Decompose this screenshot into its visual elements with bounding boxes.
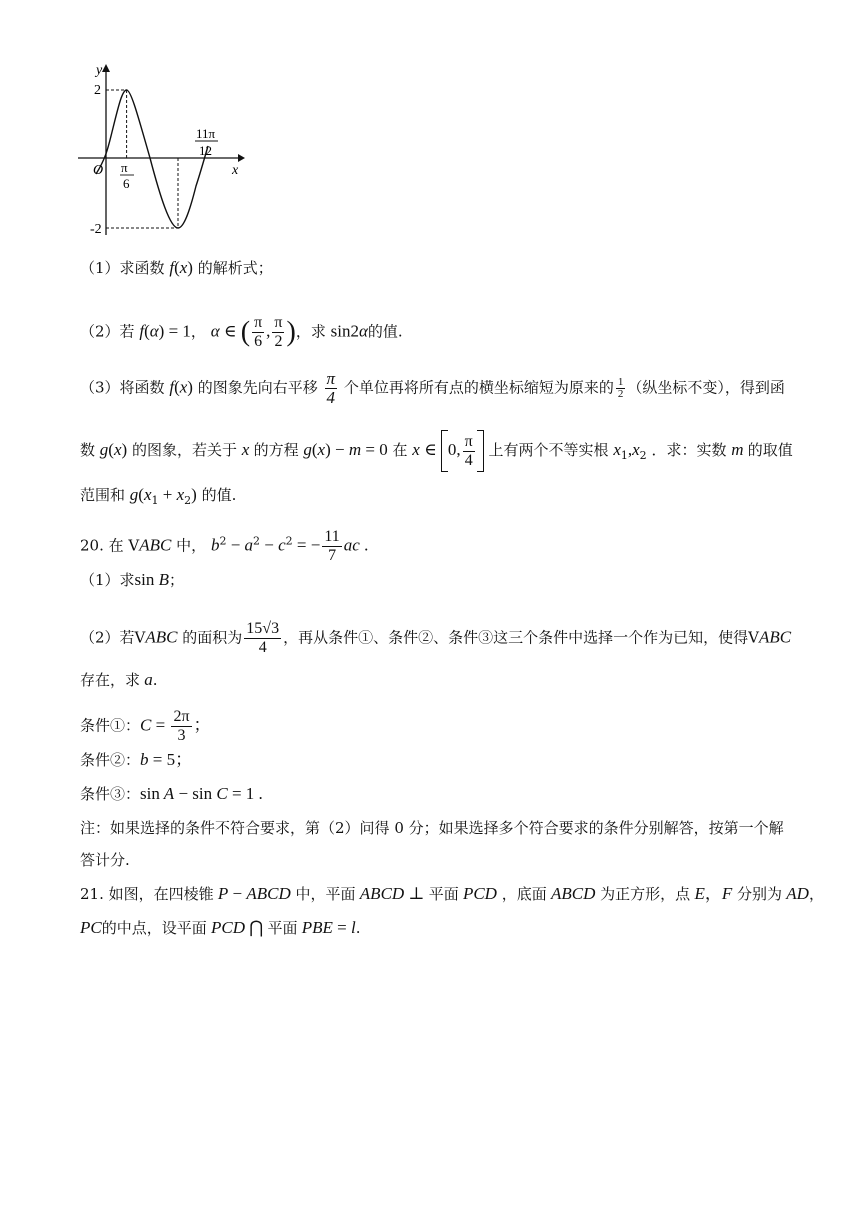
q20-condition3: 条件③：sin A − sin C = 1 . xyxy=(80,784,263,803)
x-11pi-num: 11π xyxy=(196,126,216,141)
q19-part2: （2）若 f(α) = 1， α ∈ ( $\frac{\pi}{6}$ , $\frac{\pi}{2}$ )，求 sin2α的值. xyxy=(80,314,403,350)
q20-part2-line2: 存在，求 a. xyxy=(80,670,158,689)
x-axis-label: x xyxy=(232,163,239,178)
q20-note-line1: 注：如果选择的条件不符合要求，第（2）问得 0 分；如果选择多个符合要求的条件分别解答，按第一个解 xyxy=(80,819,784,837)
sine-graph xyxy=(78,60,258,240)
y-axis-arrow xyxy=(102,64,110,72)
origin-label: O xyxy=(93,163,104,178)
q20-stem: 20. 在 VABC 中， $b^2 - a^2 - c^2$ = − $\frac{11}{7}$ ac . xyxy=(80,528,369,564)
x-11pi-den: 12 xyxy=(199,143,212,158)
q20-part1: （1）求sin B； xyxy=(80,570,185,589)
q20-note-line2: 答计分. xyxy=(80,851,130,869)
q19-part1: （1）求函数 f(x) 的解析式； xyxy=(80,258,273,277)
q19-part3-line2: 数 g(x) 的图象，若关于 x 的方程 g(x) − m = 0 在 x ∈ 0, $\frac{\pi}{4}$ 上有两个不等实根 $x_1,x_2$ ．求：实数 m 的取值 xyxy=(80,430,793,472)
y-axis-label: y xyxy=(96,63,103,78)
q21-line1: 21. 如图，在四棱锥 P − ABCD 中，平面 ABCD ⊥ 平面 PCD ，底面 ABCD 为正方形，点 E，F 分别为 AD， xyxy=(80,884,824,903)
q20-condition1: 条件①：C = $\frac{2\pi}{3}$ ； xyxy=(80,708,211,744)
q19-part3-line3: 范围和 $g(x_1 + x_2)$ 的值. xyxy=(80,485,237,507)
x-pi-num: π xyxy=(121,160,128,175)
q20-part2-line1: （2）若VABC 的面积为 $\frac{15√3}{4}$ ，再从条件①、条件②、条件③这三个条件中选择一个作为已知，使得VABC xyxy=(80,620,792,656)
y-min-label: -2 xyxy=(90,222,102,237)
y-max-label: 2 xyxy=(94,83,101,98)
x-axis-arrow xyxy=(238,154,245,162)
sine-curve xyxy=(96,90,208,228)
x-pi-den: 6 xyxy=(123,176,130,191)
q20-condition2: 条件②：b = 5； xyxy=(80,750,193,769)
q21-line2: PC的中点，设平面 PCD ⋂ 平面 PBE = l. xyxy=(80,918,361,937)
q19-part3-line1: （3）将函数 f(x) 的图象先向右平移 $\frac{\pi}{4}$ 个单位再将所有点的横坐标缩短为原来的 $\frac{1}{2}$ （纵坐标不变），得到函 xyxy=(80,369,785,407)
